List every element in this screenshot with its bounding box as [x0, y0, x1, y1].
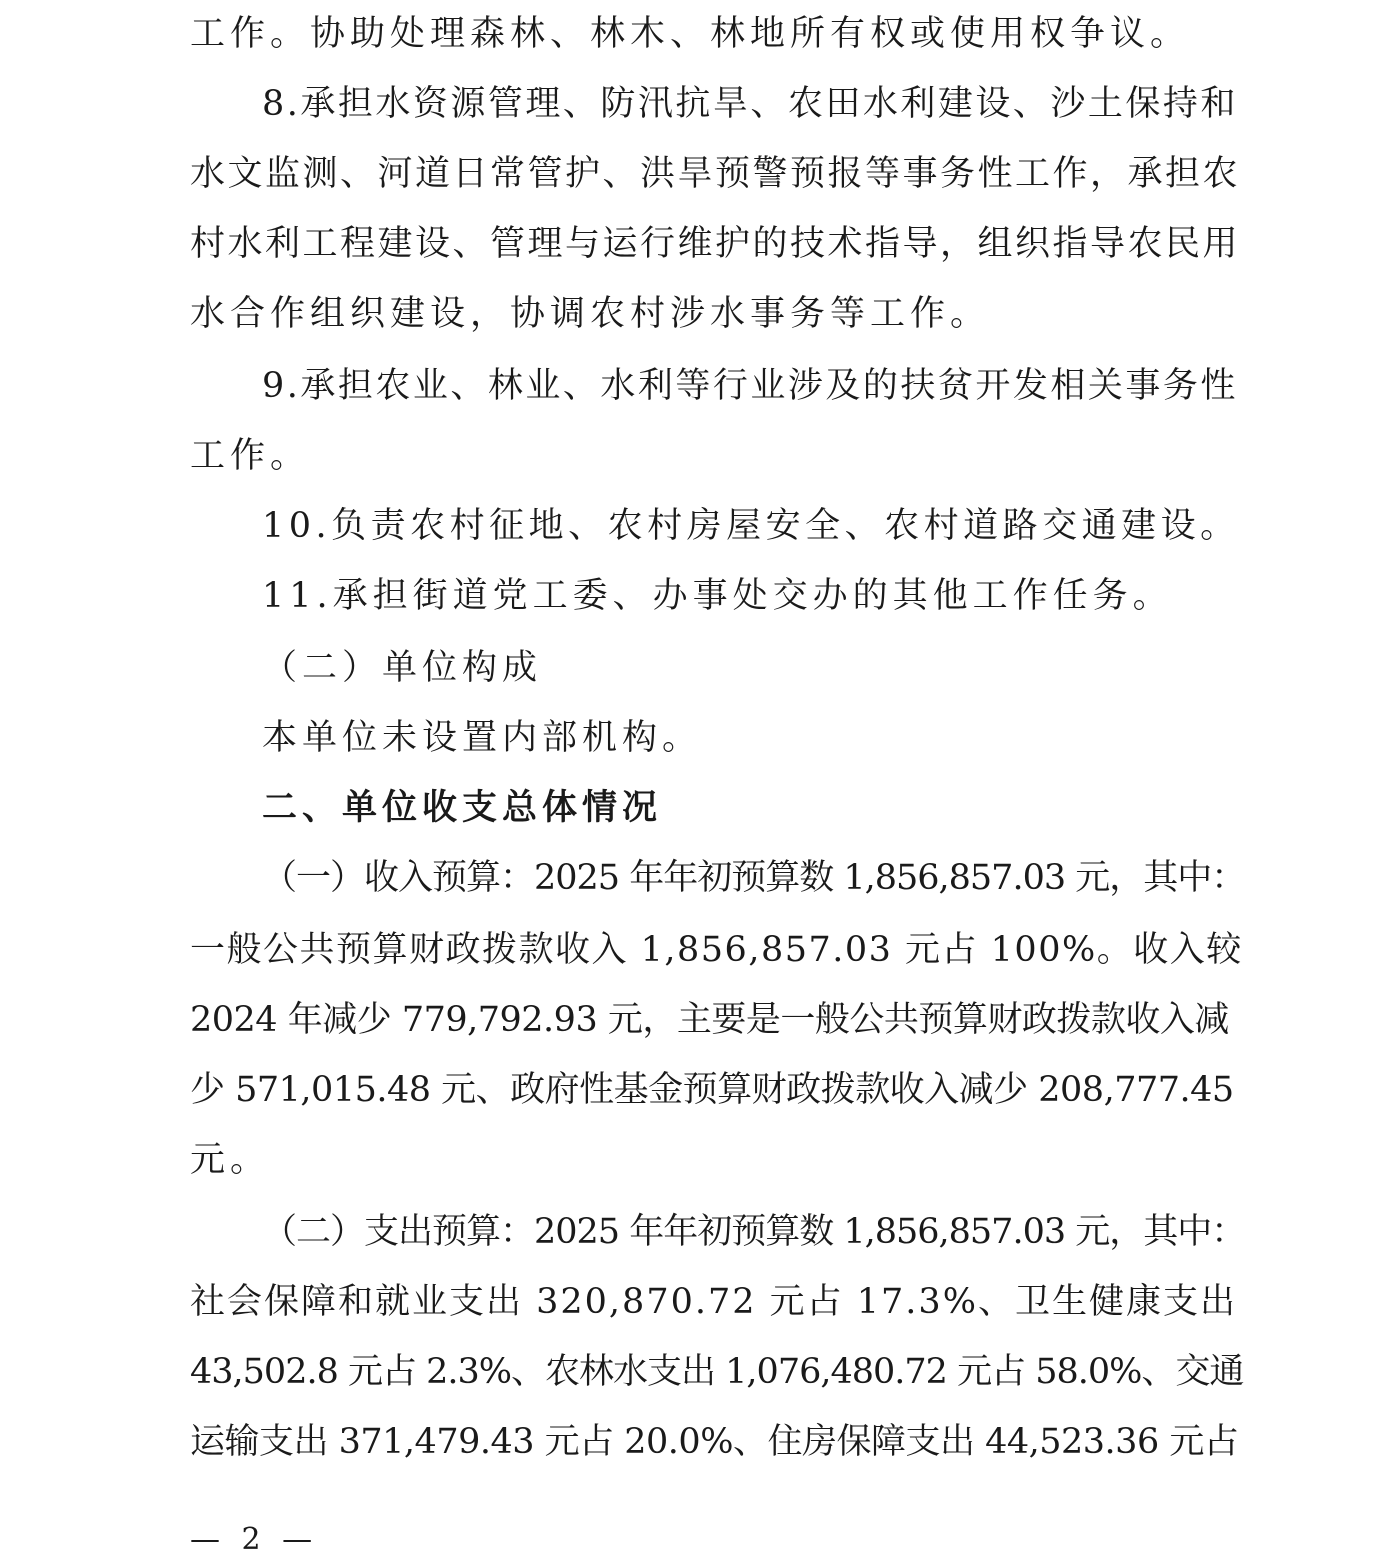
text-line: 一般公共预算财政拨款收入 1,856,857.03 元占 100%。收入较 [190, 930, 1243, 970]
list-item-8: 8.承担水资源管理、防汛抗旱、农田水利建设、沙土保持和 [262, 84, 1238, 124]
income-budget-heading: （一）收入预算：2025 年年初预算数 1,856,857.03 元，其中： [262, 858, 1246, 898]
list-item-11: 11.承担街道党工委、办事处交办的其他工作任务。 [262, 576, 1173, 616]
section-heading: 二、单位收支总体情况 [262, 787, 663, 828]
text-line: 运输支出 371,479.43 元占 20.0%、住房保障支出 44,523.36 元占 [190, 1422, 1239, 1462]
expense-budget-heading: （二）支出预算：2025 年年初预算数 1,856,857.03 元，其中： [262, 1212, 1246, 1252]
text-line: 工作。协助处理森林、林木、林地所有权或使用权争议。 [190, 14, 1191, 54]
subsection-heading: （二）单位构成 [262, 648, 543, 688]
list-item-9: 9.承担农业、林业、水利等行业涉及的扶贫开发相关事务性 [262, 366, 1238, 406]
text-line: 43,502.8 元占 2.3%、农林水支出 1,076,480.72 元占 58.0%、交通 [190, 1352, 1244, 1392]
page-number: — 2 — [190, 1522, 319, 1557]
text-line: 2024 年减少 779,792.93 元，主要是一般公共预算财政拨款收入减 [190, 1000, 1229, 1040]
text-line: 元。 [190, 1140, 271, 1180]
text-line: 社会保障和就业支出 320,870.72 元占 17.3%、卫生健康支出 [190, 1282, 1237, 1322]
text-line: 本单位未设置内部机构。 [262, 718, 703, 758]
text-line: 少 571,015.48 元、政府性基金预算财政拨款收入减少 208,777.45 [190, 1070, 1234, 1110]
text-line: 村水利工程建设、管理与运行维护的技术指导，组织指导农民用 [190, 224, 1241, 264]
text-line: 水文监测、河道日常管护、洪旱预警预报等事务性工作，承担农 [190, 154, 1241, 194]
text-line: 水合作组织建设，协调农村涉水事务等工作。 [190, 294, 991, 334]
text-line: 工作。 [190, 436, 311, 476]
list-item-10: 10.负责农村征地、农村房屋安全、农村道路交通建设。 [262, 506, 1240, 546]
